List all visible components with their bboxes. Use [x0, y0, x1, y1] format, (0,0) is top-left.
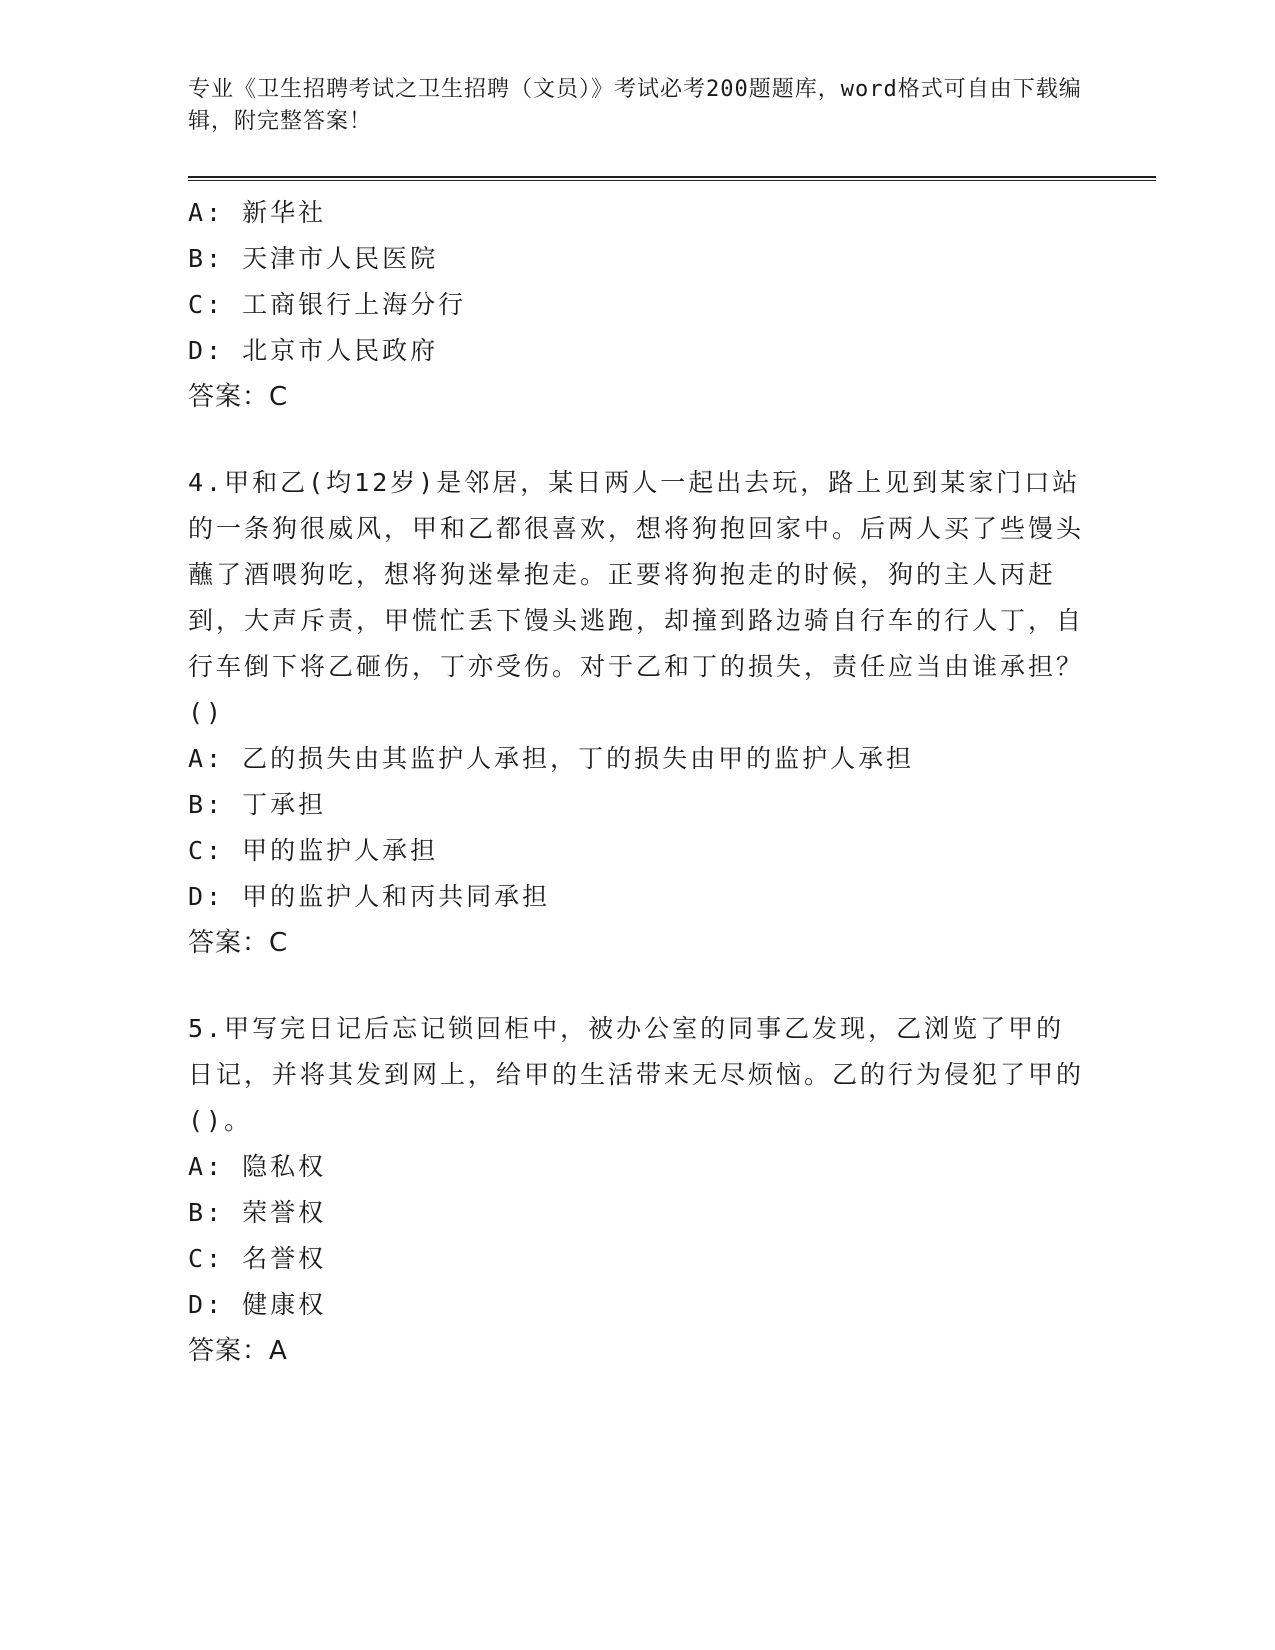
q4-answer: 答案：C — [188, 928, 289, 958]
document-content — [188, 190, 1088, 1374]
q3-answer: 答案：C — [188, 382, 289, 412]
q5-option-c: C: 名誉权 — [188, 1244, 327, 1273]
q5-option-b: B: 荣誉权 — [188, 1198, 327, 1227]
q5-option-d: D: 健康权 — [188, 1290, 327, 1319]
q4-option-c: C: 甲的监护人承担 — [188, 836, 439, 865]
q3-option-a: A: 新华社 — [188, 198, 327, 227]
q4-option-b: B: 丁承担 — [188, 790, 327, 819]
q5-text: 5.甲写完日记后忘记锁回柜中，被办公室的同事乙发现，乙浏览了甲的日记，并将其发到网上，给甲的生活带来无尽烦恼。乙的行为侵犯了甲的()。 — [188, 1014, 1085, 1135]
question-5-block — [188, 1006, 1088, 1374]
header-divider — [188, 176, 1156, 181]
q4-text: 4.甲和乙(均12岁)是邻居，某日两人一起出去玩，路上见到某家门口站的一条狗很威风，甲和乙都很喜欢，想将狗抱回家中。后两人买了些馒头蘸了酒喂狗吃，想将狗迷晕抱走。正要将狗抱走的时候，狗的主人丙赶到，大声斥责，甲慌忙丢下馒头逃跑，却撞到路边骑自行车的行人丁，自行车倒下将乙砸伤，丁亦受伤。对于乙和丁的损失，责任应当由谁承担？() — [188, 468, 1085, 727]
q4-option-d: D: 甲的监护人和丙共同承担 — [188, 882, 551, 911]
q3-option-b: B: 天津市人民医院 — [188, 244, 439, 273]
q5-answer: 答案：A — [188, 1336, 288, 1366]
q3-option-c: C: 工商银行上海分行 — [188, 290, 467, 319]
q3-option-d: D: 北京市人民政府 — [188, 336, 439, 365]
q5-option-a: A: 隐私权 — [188, 1152, 327, 1181]
document-header: 专业《卫生招聘考试之卫生招聘（文员）》考试必考200题题库，word格式可自由下载编辑，附完整答案！ — [188, 77, 1082, 134]
question-4-block — [188, 460, 1088, 966]
question-3-block — [188, 190, 1088, 420]
q4-option-a: A: 乙的损失由其监护人承担，丁的损失由甲的监护人承担 — [188, 744, 915, 773]
